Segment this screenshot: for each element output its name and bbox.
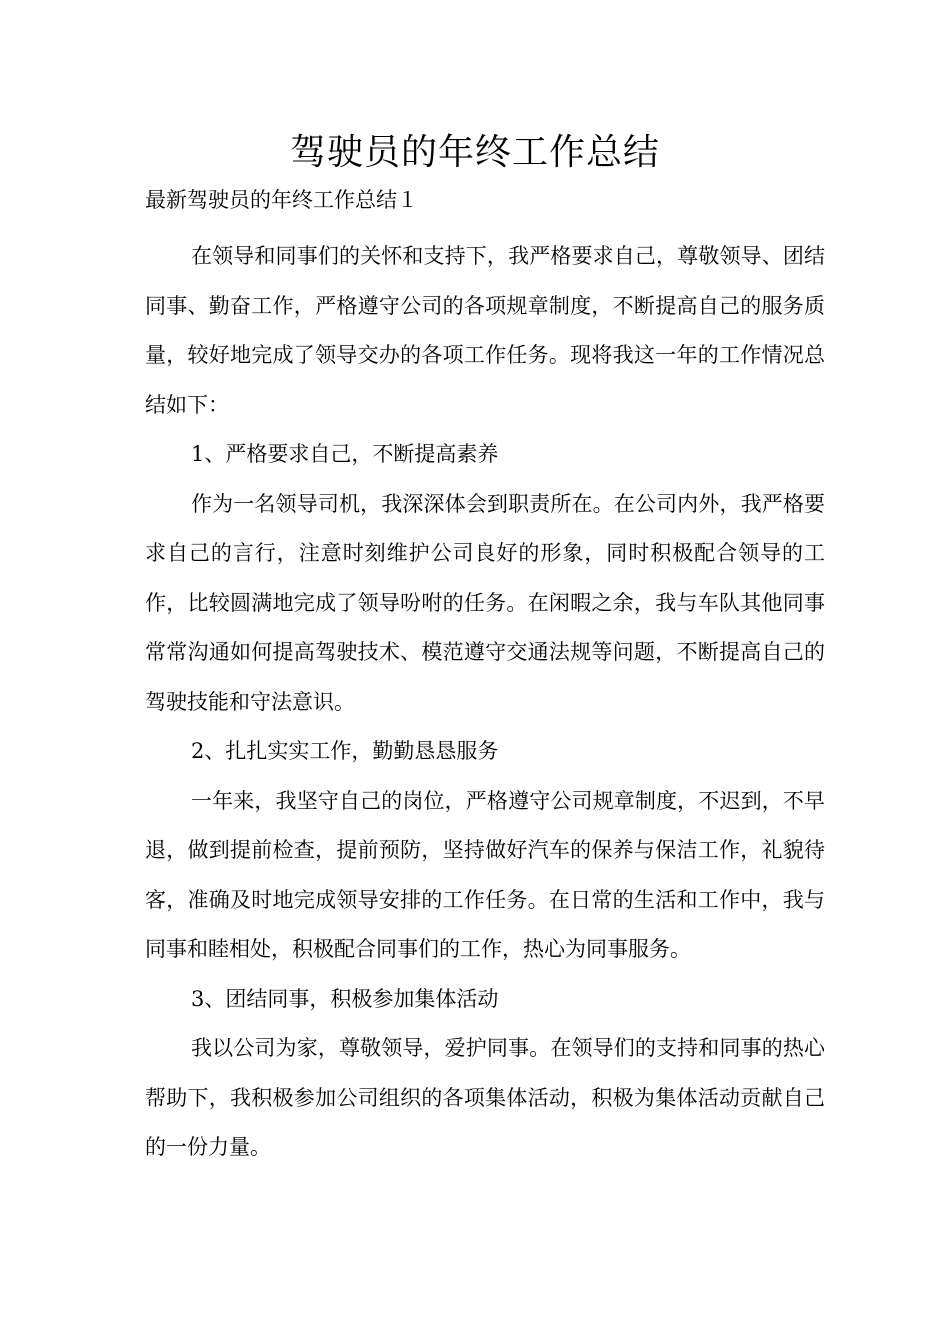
document-body — [145, 232, 825, 1173]
paragraph-section-3: 我以公司为家，尊敬领导，爱护同事。在领导们的支持和同事的热心帮助下，我积极参加公司组织的各项集体活动，积极为集体活动贡献自己的一份力量。 — [145, 1036, 825, 1159]
paragraph-intro: 在领导和同事们的关怀和支持下，我严格要求自己，尊敬领导、团结同事、勤奋工作，严格遵守公司的各项规章制度，不断提高自己的服务质量，较好地完成了领导交办的各项工作任务。现将我这一年的工作情况总结如下： — [145, 244, 825, 417]
section-heading-2: 2、扎扎实实工作，勤勤恳恳服务 — [191, 739, 499, 763]
document-subtitle: 最新驾驶员的年终工作总结１ — [145, 188, 418, 212]
paragraph-section-1: 作为一名领导司机，我深深体会到职责所在。在公司内外，我严格要求自己的言行，注意时刻维护公司良好的形象，同时积极配合领导的工作，比较圆满地完成了领导吩咐的任务。在闲暇之余，我与车队其他同事常常沟通如何提高驾驶技术、模范遵守交通法规等问题，不断提高自己的驾驶技能和守法意识。 — [145, 491, 825, 714]
section-heading-3: 3、团结同事，积极参加集体活动 — [191, 986, 499, 1011]
document-title: 驾驶员的年终工作总结 — [289, 132, 660, 173]
paragraph-section-2: 一年来，我坚守自己的岗位，严格遵守公司规章制度，不迟到，不早退，做到提前检查，提前预防，坚持做好汽车的保养与保洁工作，礼貌待客，准确及时地完成领导安排的工作任务。在日常的生活和工作中，我与同事和睦相处，积极配合同事们的工作，热心为同事服务。 — [145, 788, 825, 961]
section-heading-1: 1、严格要求自己，不断提高素养 — [191, 442, 499, 466]
